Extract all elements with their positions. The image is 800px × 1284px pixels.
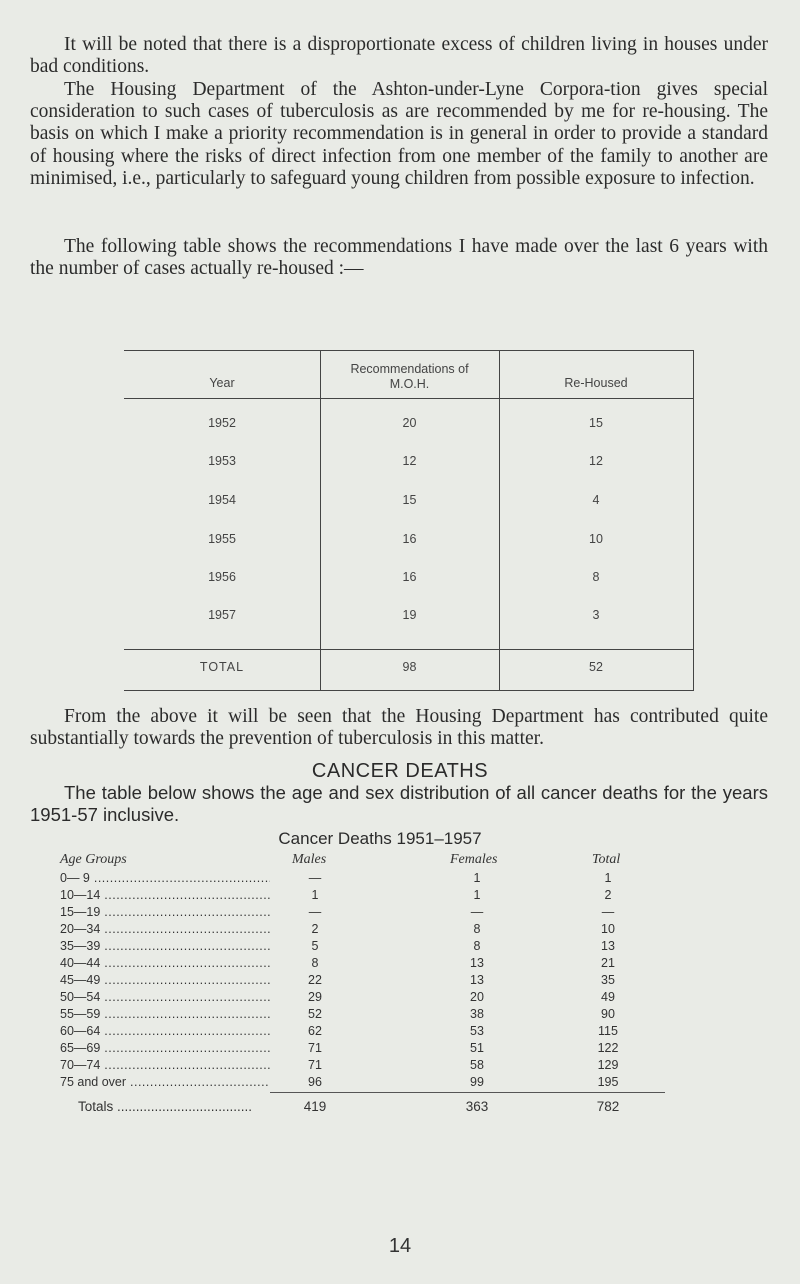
total-value: 13 [601, 939, 615, 953]
males-value: 62 [308, 1024, 322, 1038]
males-value: 22 [308, 973, 322, 987]
totals-label: Totals ..... [78, 1099, 278, 1114]
paragraph-4-text: From the above it will be seen that the Housing Department has contributed quite substantially towards the prevention of tuberculosis in this matter. [30, 706, 768, 750]
table-row [30, 939, 770, 954]
females-value: 13 [470, 973, 484, 987]
table-row [30, 871, 770, 886]
males-value: 71 [308, 1041, 322, 1055]
header-rehoused: Re-Housed [564, 376, 628, 390]
paragraph-1-text: It will be noted that there is a disproportionate excess of children living in houses under bad conditions. [30, 34, 768, 78]
total-value: 10 [601, 922, 615, 936]
header-recommendations-line2: M.O.H. [389, 377, 430, 391]
totals-males: 419 [303, 1099, 327, 1114]
females-value: 51 [470, 1041, 484, 1055]
females-value: 8 [473, 922, 481, 936]
rec-cell: 20 [402, 416, 417, 430]
table-row [30, 1007, 770, 1022]
total-value: 195 [597, 1075, 619, 1089]
paragraph-5 [30, 782, 768, 826]
females-value: 1 [473, 871, 481, 885]
totals-rule [270, 1092, 665, 1093]
header-year: Year [209, 376, 235, 390]
header-females: Females [450, 852, 498, 867]
table-row [30, 1058, 770, 1073]
table-bottom-rule [124, 690, 694, 691]
total-label: TOTAL [199, 660, 245, 674]
females-value: 53 [470, 1024, 484, 1038]
rec-cell: 15 [402, 493, 417, 507]
males-value: 8 [311, 956, 319, 970]
rehoused-cell: 15 [589, 416, 603, 430]
total-value: — [601, 905, 615, 919]
paragraph-2 [30, 79, 768, 190]
age-group: 10—14 ..... [60, 888, 270, 902]
paragraph-3 [30, 236, 768, 280]
age-group: 75 and over ..... [60, 1075, 270, 1089]
totals-total: 782 [596, 1099, 620, 1114]
males-value: — [308, 871, 322, 885]
age-group: 50—54 ..... [60, 990, 270, 1004]
age-group: 55—59 ..... [60, 1007, 270, 1021]
females-value: 13 [470, 956, 484, 970]
females-value: 1 [473, 888, 481, 902]
total-value: 49 [601, 990, 615, 1004]
table-row [30, 973, 770, 988]
rec-cell: 19 [402, 608, 417, 622]
total-value: 90 [601, 1007, 615, 1021]
females-value: 58 [470, 1058, 484, 1072]
rehoused-cell: 3 [592, 608, 600, 622]
females-value: — [470, 905, 484, 919]
rec-cell: 16 [402, 532, 417, 546]
total-rec: 98 [402, 660, 417, 674]
females-value: 38 [470, 1007, 484, 1021]
age-group: 45—49 ..... [60, 973, 270, 987]
males-value: 71 [308, 1058, 322, 1072]
females-value: 99 [470, 1075, 484, 1089]
rehoused-cell: 10 [589, 532, 603, 546]
cancer-table-title: Cancer Deaths 1951–1957 [278, 829, 482, 848]
table-total-rule [124, 649, 694, 650]
table-row [30, 1024, 770, 1039]
age-group: 0— 9 ..... [60, 871, 270, 885]
rehoused-cell: 8 [592, 570, 600, 584]
age-group: 15—19 ..... [60, 905, 270, 919]
males-value: 96 [308, 1075, 322, 1089]
header-males: Males [292, 852, 327, 867]
rehoused-cell: 12 [589, 454, 603, 468]
age-group: 40—44 ..... [60, 956, 270, 970]
year-cell: 1956 [208, 570, 236, 584]
males-value: 5 [311, 939, 319, 953]
males-value: — [308, 905, 322, 919]
header-total: Total [592, 852, 621, 867]
year-cell: 1954 [208, 493, 236, 507]
rehoused-cell: 4 [592, 493, 600, 507]
total-value: 122 [597, 1041, 619, 1055]
total-value: 1 [604, 871, 612, 885]
paragraph-5-text: The table below shows the age and sex distribution of all cancer deaths for the years 1951-57 inclusive. [30, 782, 768, 826]
table-row [30, 1041, 770, 1056]
section-heading: CANCER DEATHS [311, 760, 489, 782]
total-value: 115 [598, 1024, 618, 1038]
age-group: 35—39 ..... [60, 939, 270, 953]
females-value: 8 [473, 939, 481, 953]
rec-cell: 16 [402, 570, 417, 584]
paragraph-2-text: The Housing Department of the Ashton-under-Lyne Corpora-tion gives special consideration to such cases of tuberculosis as are recommended by me for re-housing. The basis on which I make a priority recommendation is in general in order to provide a standard of housing where the risks of direct infection from one member of the family to another are minimised, i.e., particularly to safeguard young children from possible exposure to infection. [30, 79, 768, 189]
header-age-groups: Age Groups [60, 852, 127, 867]
header-recommendations-line1: Recommendations of [350, 362, 469, 376]
year-cell: 1952 [208, 416, 236, 430]
totals-row [30, 1099, 770, 1115]
header-recommendations [320, 362, 499, 392]
females-value: 20 [470, 990, 484, 1004]
paragraph-3-text: The following table shows the recommendations I have made over the last 6 years with the number of cases actually re-housed :— [30, 236, 768, 280]
table-column-divider [320, 350, 321, 691]
males-value: 29 [308, 990, 322, 1004]
table-row [30, 888, 770, 903]
table-header-rule [124, 398, 694, 399]
year-cell: 1953 [208, 454, 236, 468]
total-value: 35 [601, 973, 615, 987]
totals-females: 363 [465, 1099, 489, 1114]
rec-cell: 12 [402, 454, 417, 468]
males-value: 1 [311, 888, 319, 902]
table-row [30, 990, 770, 1005]
paragraph-1 [30, 34, 768, 78]
year-cell: 1957 [208, 608, 236, 622]
total-value: 21 [601, 956, 615, 970]
paragraph-4 [30, 706, 768, 750]
table-row [30, 956, 770, 971]
males-value: 2 [311, 922, 319, 936]
table-top-rule [124, 350, 694, 351]
total-rehoused: 52 [589, 660, 603, 674]
housing-table [124, 350, 694, 691]
table-row [30, 1075, 770, 1090]
males-value: 52 [308, 1007, 322, 1021]
age-group: 20—34 ..... [60, 922, 270, 936]
table-row [30, 922, 770, 937]
age-group: 65—69 ..... [60, 1041, 270, 1055]
table-column-divider [499, 350, 500, 691]
age-group: 60—64 ..... [60, 1024, 270, 1038]
year-cell: 1955 [208, 532, 236, 546]
page-number: 14 [388, 1235, 412, 1257]
table-row [30, 905, 770, 920]
total-value: 2 [604, 888, 612, 902]
total-value: 129 [597, 1058, 619, 1072]
table-right-border [693, 350, 694, 691]
age-group: 70—74 ..... [60, 1058, 270, 1072]
